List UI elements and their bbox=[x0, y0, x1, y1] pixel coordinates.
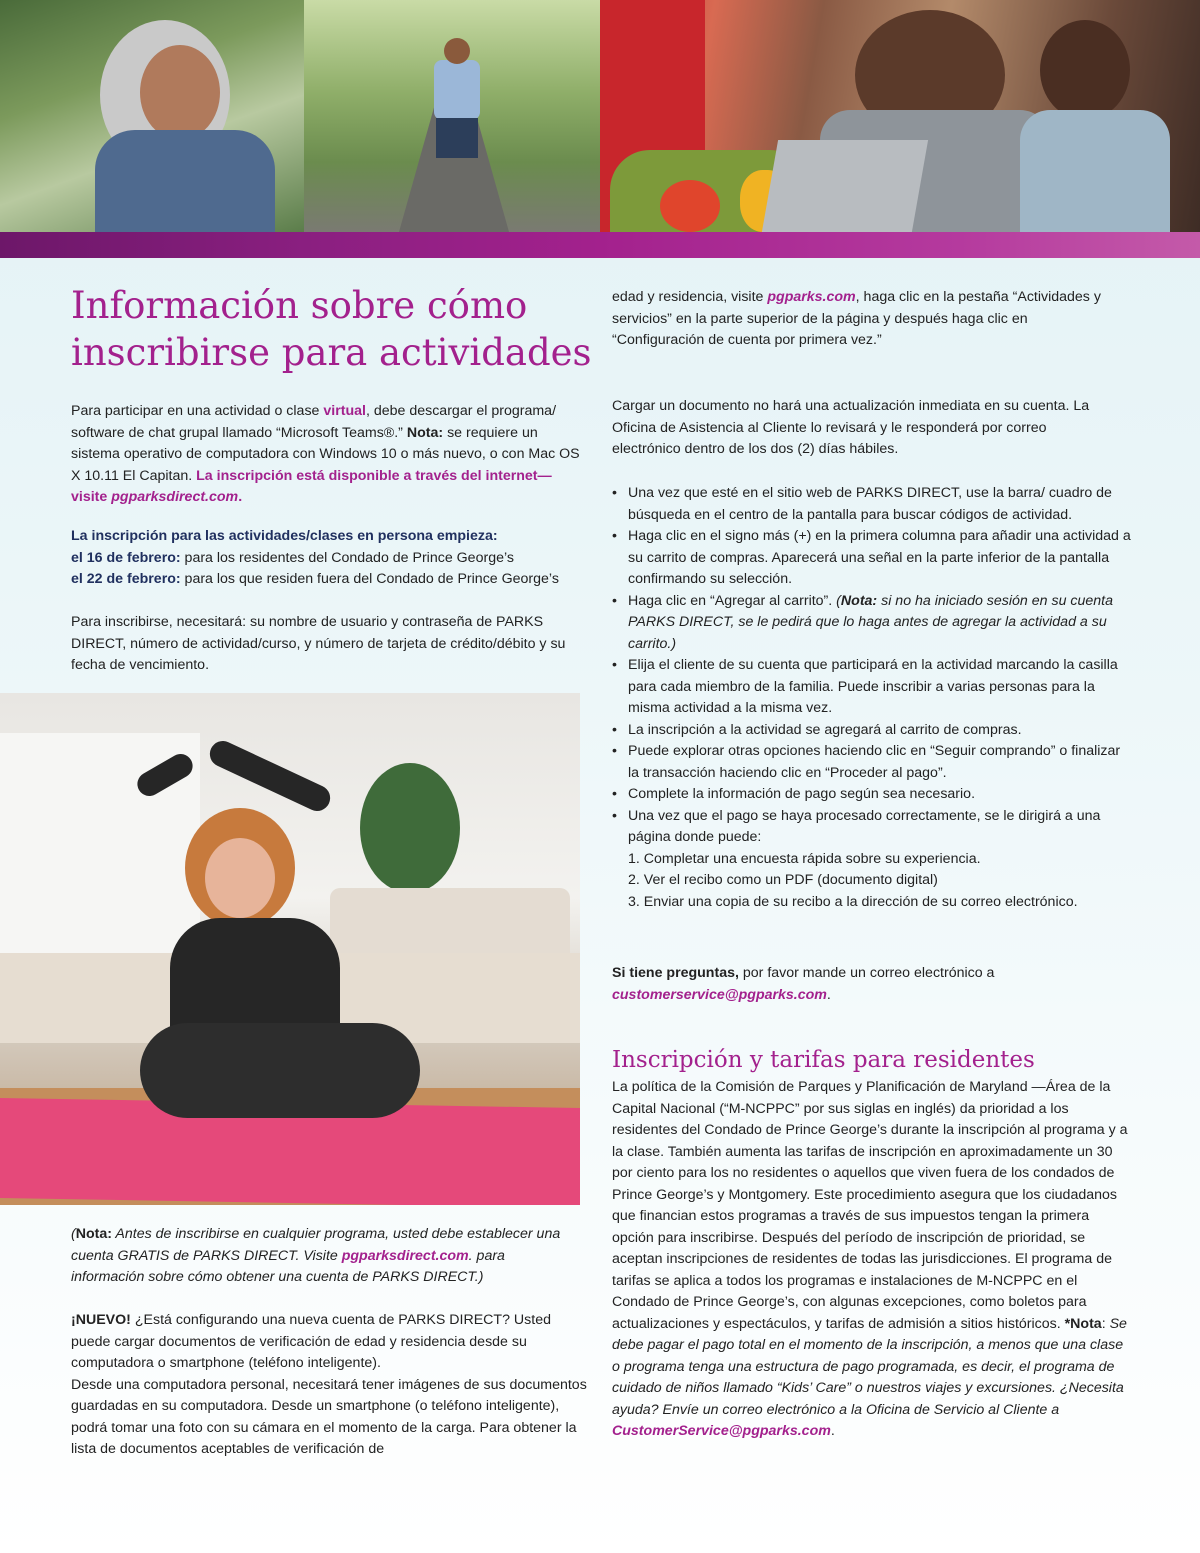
customerservice-email-link[interactable]: customerservice@pgparks.com bbox=[612, 986, 827, 1003]
requirements-paragraph: Para inscribirse, necesitará: su nombre de usuario y contraseña de PARKS DIRECT, número de actividad/curso, y número de tarjeta de crédito/débito y su fecha de vencimiento. bbox=[71, 614, 566, 673]
list-item: • Puede explorar otras opciones haciendo clic en “Seguir comprando” o finalizar la transacción haciendo clic en “Proceder al pago”. bbox=[612, 741, 1132, 784]
page-title: Información sobre cómo inscribirse para actividades bbox=[71, 284, 592, 374]
resident-fees-paragraph: La política de la Comisión de Parques y Planificación de Maryland —Área de la Capital Nacional (“M-NCPPC” por sus siglas en inglés) da prioridad a los residentes del Condado de Prince George’s durante la inscripción al programa y a la clase. También aumenta las tarifas de inscripción en aproximadamente un 30 por ciento para los no residentes o aquellos que viven fuera de los condados de Prince George’s y Montgomery. Este procedimiento asegura que los ciudadanos que financian estos programas a través de sus impuestos tengan la primera opción para inscribirse. Después del período de inscripción de prioridad, se aceptan inscripciones de residentes de todas las jurisdicciones. El programa de tarifas se aplica a todos los programas e instalaciones de M-NCPPC en el Condado de Prince George’s, con algunas excepciones, como boletos para actualizaciones y espectáculos, y tarifas de admisión a sitios históricos. *Nota: Se debe pagar el pago total en el momento de la inscripción, a menos que una clase o programa tenga una estructura de pago programada, es decir, el programa de cuidado de niños llamado “Kids’ Care” o nuestros viajes y excursiones. ¿Necesita ayuda? Envíe un correo electrónico a la Oficina de Servicio al Cliente a CustomerService@pgparks.com. bbox=[612, 1079, 1128, 1439]
verification-continued-paragraph: edad y residencia, visite pgparks.com, haga clic en la pestaña “Actividades y servicios” en la parte superior de la página y después haga clic en “Configuración de cuenta por primera vez.” bbox=[612, 289, 1101, 348]
photo-woman-exercising-weights bbox=[0, 0, 304, 232]
list-item: • Una vez que esté en el sitio web de PARKS DIRECT, use la barra/ cuadro de búsqueda en el centro de la pantalla para buscar códigos de actividad. bbox=[612, 483, 1132, 526]
registration-dates: La inscripción para las actividades/clases en persona empieza: el 16 de febrero: para los residentes del Condado de Prince George’s el 22 de febrero: para los que residen fuera del Condado de Prince George’s bbox=[71, 526, 591, 591]
parks-direct-account-note: (Nota: Antes de inscribirse en cualquier programa, usted debe establecer una cuenta GRATIS de PARKS DIRECT. Visite pgparksdirect.com. para información sobre cómo obtener una cuenta de PARKS DIRECT.) bbox=[71, 1226, 561, 1285]
purple-band bbox=[304, 232, 600, 258]
numbered-item: 1. Completar una encuesta rápida sobre su experiencia. bbox=[628, 850, 981, 867]
virtual-keyword: virtual bbox=[323, 403, 366, 419]
questions-paragraph: Si tiene preguntas, por favor mande un correo electrónico a customerservice@pgparks.com. bbox=[612, 965, 995, 1003]
resident-fees-heading: Inscripción y tarifas para residentes bbox=[612, 1047, 1035, 1073]
purple-band bbox=[0, 232, 304, 258]
virtual-class-paragraph: Para participar en una actividad o clase virtual, debe descargar el programa/ software de chat grupal llamado “Microsoft Teams®.” Nota: se requiere un sistema operativo de computadora con Windows 10 o más nuevo, o con Mac OS X 10.11 El Capitan. La inscripción está disponible a través del internet—visite pgparksdirect.com. bbox=[71, 403, 580, 505]
new-account-paragraph: ¡NUEVO! ¿Está configurando una nueva cuenta de PARKS DIRECT? Usted puede cargar documentos de verificación de edad y residencia desde su computadora o smartphone (teléfono inteligente). Desde una computadora personal, necesitará tener imágenes de sus documentos guardadas en su computadora. Desde un smartphone (o teléfono inteligente), podrá tomar una foto con su cámara en el momento de la carga. Para obtener la lista de documentos aceptables de verificación de bbox=[71, 1312, 587, 1457]
photo-woman-stretching-yoga bbox=[0, 693, 580, 1205]
photo-man-cheering-in-park bbox=[304, 0, 600, 232]
pgparksdirect-link[interactable]: pgparksdirect.com bbox=[111, 489, 239, 505]
registration-dates-heading: La inscripción para las actividades/clases en persona empieza: bbox=[71, 528, 498, 544]
numbered-item: 3. Enviar una copia de su recibo a la dirección de su correo electrónico. bbox=[628, 893, 1078, 910]
list-item: • Complete la información de pago según sea necesario. bbox=[612, 784, 1132, 806]
upload-paragraph: Cargar un documento no hará una actualización inmediata en su cuenta. La Oficina de Asistencia al Cliente lo revisará y le responderá por correo electrónico dentro de los dos (2) días hábiles. bbox=[612, 398, 1090, 457]
list-item: • Una vez que el pago se haya procesado correctamente, se le dirigirá a una página donde puede: bbox=[612, 806, 1132, 849]
pgparks-link[interactable]: pgparks.com bbox=[767, 289, 856, 305]
list-item: • Haga clic en el signo más (+) en la primera columna para añadir una actividad a su carrito de compras. Aparecerá una señal en la parte inferior de la pantalla confirmando su selección. bbox=[612, 526, 1132, 591]
pgparksdirect-link[interactable]: pgparksdirect.com bbox=[341, 1247, 469, 1264]
list-item: • Elija el cliente de su cuenta que participará en la actividad marcando la casilla para cada miembro de la familia. Puede inscribir a varias personas para la misma actividad a la misma vez. bbox=[612, 655, 1132, 720]
customerservice-email-link[interactable]: CustomerService@pgparks.com bbox=[612, 1423, 831, 1439]
numbered-item: 2. Ver el recibo como un PDF (documento digital) bbox=[628, 872, 938, 888]
list-item: • La inscripción a la actividad se agregará al carrito de compras. bbox=[612, 720, 1132, 742]
photo-father-daughter-cooking bbox=[600, 0, 1200, 232]
nuevo-label: ¡NUEVO! bbox=[71, 1312, 131, 1328]
purple-band bbox=[600, 232, 1200, 258]
registration-steps-list bbox=[612, 483, 1132, 913]
list-item: • Haga clic en “Agregar al carrito”. (Nota: si no ha iniciado sesión en su cuenta PARKS DIRECT, se le pedirá que lo haga antes de agregar la actividad a su carrito.) bbox=[612, 591, 1132, 656]
